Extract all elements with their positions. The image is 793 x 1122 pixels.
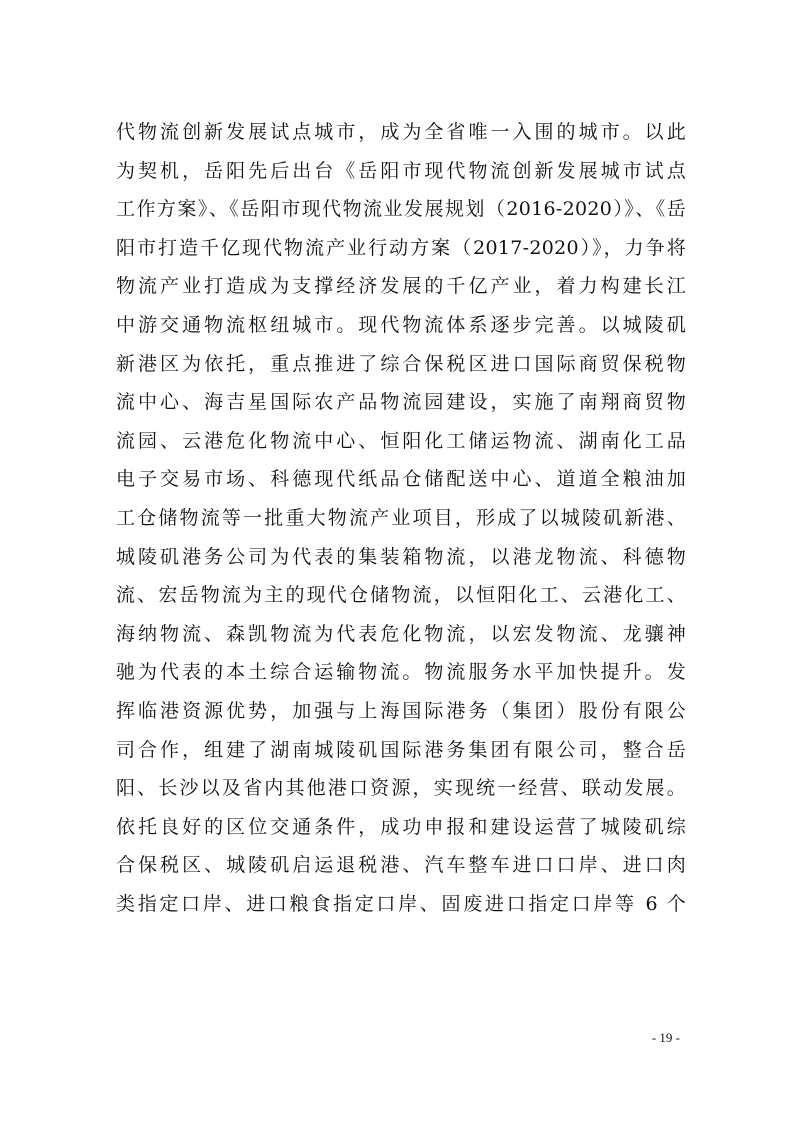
- text-line: 司合作，组建了湖南城陵矶国际港务集团有限公司，整合岳: [116, 738, 686, 761]
- text-line: 为契机，岳阳先后出台《岳阳市现代物流创新发展城市试点: [116, 159, 686, 182]
- text-line: 流、宏岳物流为主的现代仓储物流，以恒阳化工、云港化工、: [116, 584, 686, 607]
- text-line: 物流产业打造成为支撑经济发展的千亿产业，着力构建长江: [116, 275, 686, 298]
- text-line: 海纳物流、森凯物流为代表危化物流，以宏发物流、龙骧神: [116, 622, 686, 645]
- text-line: 工仓储物流等一批重大物流产业项目，形成了以城陵矶新港、: [116, 506, 686, 529]
- text-line: 电子交易市场、科德现代纸品仓储配送中心、道道全粮油加: [116, 468, 686, 491]
- text-line: 城陵矶港务公司为代表的集装箱物流，以港龙物流、科德物: [116, 545, 686, 568]
- text-line: 依托良好的区位交通条件，成功申报和建设运营了城陵矶综: [116, 815, 686, 838]
- text-line: 阳市打造千亿现代物流产业行动方案（2017-2020）》，力争将: [116, 236, 686, 259]
- text-line: 阳、长沙以及省内其他港口资源，实现统一经营、联动发展。: [116, 777, 686, 800]
- text-line: 中游交通物流枢纽城市。现代物流体系逐步完善。以城陵矶: [116, 313, 686, 336]
- text-line: 挥临港资源优势，加强与上海国际港务（集团）股份有限公: [116, 699, 686, 722]
- body-text: [116, 113, 686, 923]
- text-line: 工作方案》、《岳阳市现代物流业发展规划（2016-2020）》、《岳: [116, 198, 686, 221]
- page-number: - 19 -: [651, 1030, 680, 1045]
- text-line: 新港区为依托，重点推进了综合保税区进口国际商贸保税物: [116, 352, 686, 375]
- text-line: 合保税区、城陵矶启运退税港、汽车整车进口口岸、进口肉: [116, 854, 686, 877]
- text-line: 代物流创新发展试点城市，成为全省唯一入围的城市。以此: [116, 121, 686, 143]
- text-line: 流园、云港危化物流中心、恒阳化工储运物流、湖南化工品: [116, 429, 686, 452]
- text-line: 驰为代表的本土综合运输物流。物流服务水平加快提升。发: [116, 661, 686, 684]
- text-line: 流中心、海吉星国际农产品物流园建设，实施了南翔商贸物: [116, 391, 686, 414]
- text-line: 类指定口岸、进口粮食指定口岸、固废进口指定口岸等 6 个: [116, 892, 686, 915]
